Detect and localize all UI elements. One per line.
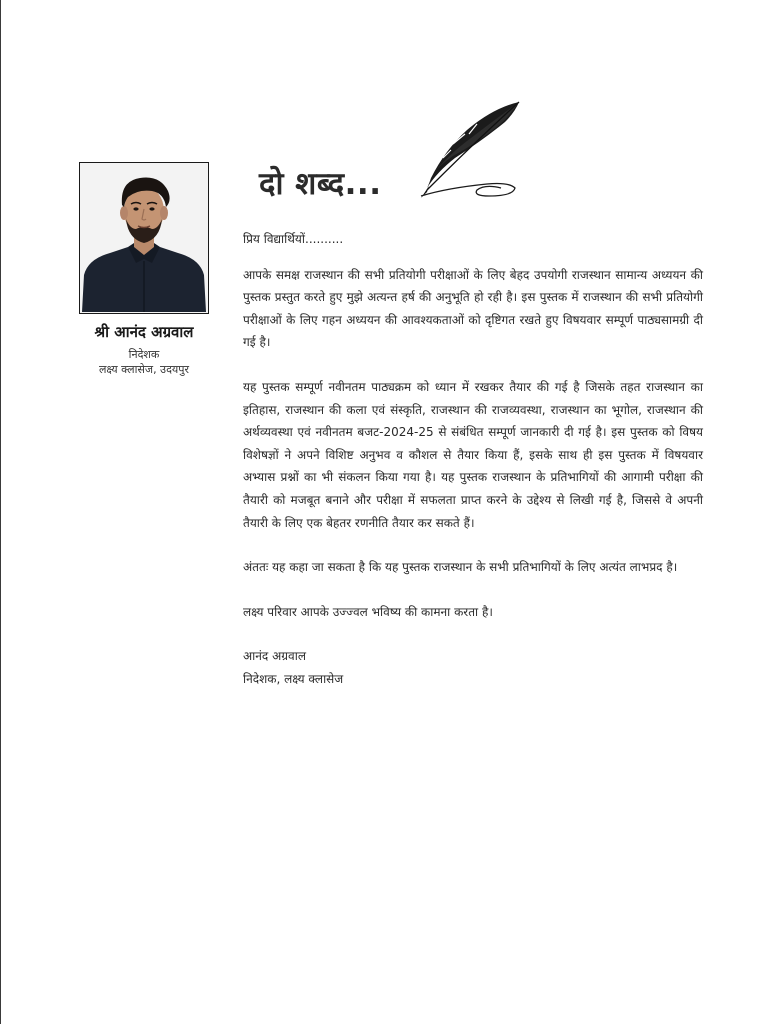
foreword-heading [257, 100, 527, 210]
heading-title: दो शब्द... [259, 166, 382, 202]
author-organization: लक्ष्य क्लासेज, उदयपुर [98, 363, 190, 376]
quill-pen-icon [397, 100, 527, 200]
paragraph-conclusion: अंततः यह कहा जा सकता है कि यह पुस्तक राजस्थान के सभी प्रतिभागियों के लिए अत्यंत लाभप्रद है। [243, 560, 678, 575]
signature-title: निदेशक, लक्ष्य क्लासेज [243, 671, 344, 686]
author-role: निदेशक [128, 348, 160, 361]
signature-name: आनंद अग्रवाल [243, 649, 306, 664]
paragraph-intro: आपके समक्ष राजस्थान की सभी प्रतियोगी परीक्षाओं के लिए बेहद उपयोगी राजस्थान सामान्य अध्ययन की पुस्तक प्रस्तुत करते हुए मुझे अत्यन्त हर्ष की अनुभूति हो रही है। इस पुस्तक में राजस्थान की सभी प्रतियोगी परीक्षाओं के लिए गहन अध्ययन की आवश्यकताओं को दृष्टिगत रखते हुए विषयवार सम्पूर्ण पाठ्यसामग्री दी गई है। [243, 267, 703, 350]
letter-body [243, 228, 703, 691]
author-portrait [80, 163, 207, 312]
salutation: प्रिय विद्यार्थियों.......... [243, 232, 344, 246]
author-photo-frame [79, 162, 209, 314]
author-name: श्री आनंद अग्रवाल [94, 323, 194, 341]
paragraph-content: यह पुस्तक सम्पूर्ण नवीनतम पाठ्यक्रम को ध्यान में रखकर तैयार की गई है जिसके तहत राजस्थान का इतिहास, राजस्थान की कला एवं संस्कृति, राजस्थान की राजव्यवस्था, राजस्थान का भूगोल, राजस्थान की अर्थव्यवस्था एवं नवीनतम बजट-2024-25 से संबंधित सम्पूर्ण जानकारी दी गई है। इस पुस्तक को विषय विशेषज्ञों ने अपने विशिष्ट अनुभव व कौशल से तैयार किया हैं, इसके साथ ही इस पुस्तक में विषयवार अभ्यास प्रश्नों का भी संकलन किया गया है। यह पुस्तक राजस्थान के प्रतिभागियों की आगामी परीक्षा की तैयारी को मजबूत बनाने और परीक्षा में सफलता प्राप्त करने के उद्देश्य से लिखी गई है, जिससे वे अपनी तैयारी के लिए एक बेहतर रणनीति तैयार कर सकते हैं। [243, 379, 703, 530]
paragraph-wishes: लक्ष्य परिवार आपके उज्ज्वल भविष्य की कामना करता है। [243, 604, 493, 619]
author-designation [61, 347, 227, 377]
